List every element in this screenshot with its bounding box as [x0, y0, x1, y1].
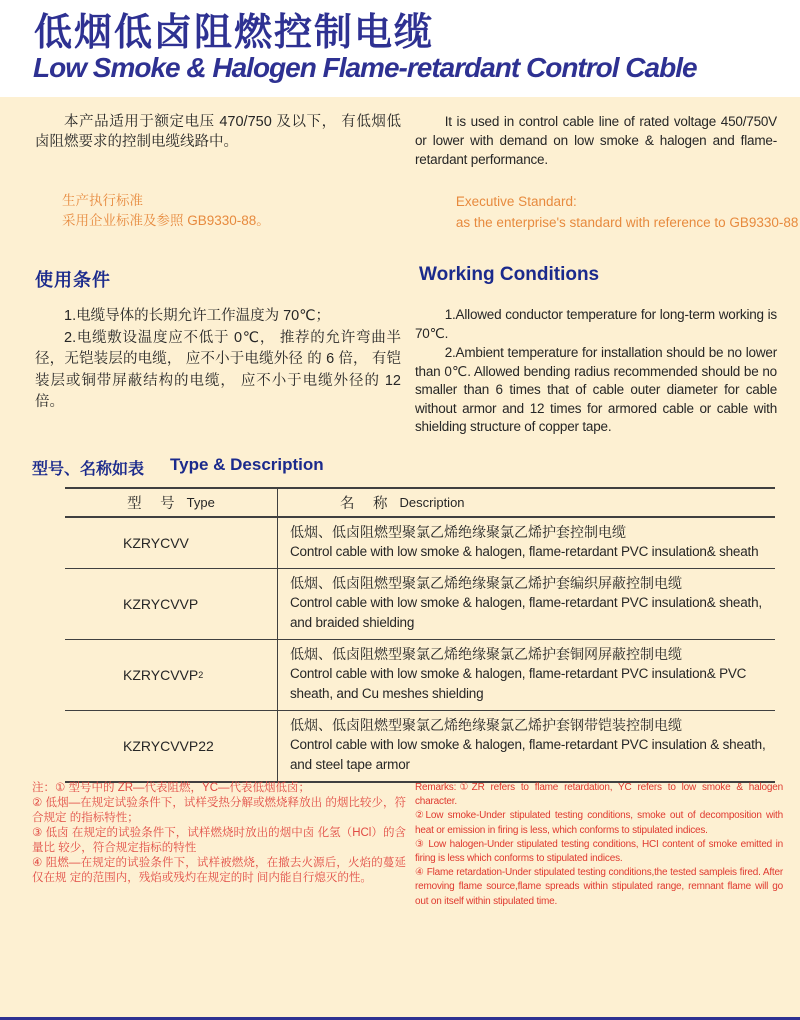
cable-type-cell — [65, 640, 278, 710]
page-title-zh: 低烟低卤阻燃控制电缆 — [34, 12, 435, 54]
table-header-type — [65, 489, 278, 516]
table-header-description-en: Description — [399, 495, 465, 510]
table-row — [65, 639, 775, 710]
text-paragraph: 注：① 型号中的 ZR—代表阻燃，YC—代表低烟低卤； — [32, 782, 311, 794]
text-paragraph: ② 低烟—在规定试验条件下，试样受热分解或燃烧释放出 的烟比较少，符合规定 的指标特性； — [32, 797, 406, 824]
table-header-description-zh: 名 称 — [340, 496, 390, 512]
text-paragraph: 1.Allowed conductor temperature for long-term working is 70℃. — [415, 307, 777, 341]
working-conditions-en — [415, 306, 777, 438]
executive-standard-en — [424, 191, 800, 233]
working-conditions-zh — [35, 306, 401, 414]
cable-type-cell — [65, 518, 278, 568]
cable-description-cell — [278, 518, 775, 568]
table-header-type-en: Type — [186, 495, 215, 510]
table-row — [65, 568, 775, 639]
executive-standard-zh-text: 采用企业标准及参照 GB9330-88。 — [62, 213, 270, 228]
page-title-en: Low Smoke & Halogen Flame-retardant Control Cable — [33, 52, 697, 83]
text-paragraph: 1.电缆导体的长期允许工作温度为 70℃； — [64, 308, 331, 324]
cable-type-code: KZRYCVVP22 — [123, 738, 214, 754]
text-paragraph: 2.电缆敷设温度应不低于 0℃， 推荐的允许弯曲半径，无铠装层的电缆， 应不小于电缆外径 的 6 倍， 有铠装层或铜带屏蔽结构的电缆， 应不小于电缆外径的 12 倍。 — [35, 329, 401, 410]
working-conditions-section — [0, 306, 800, 438]
notes-section — [0, 781, 800, 909]
cable-type-cell — [65, 569, 278, 639]
page-header — [0, 0, 800, 97]
executive-standard-en-text: as the enterprise's standard with reference to GB9330-88 — [455, 215, 799, 230]
table-header-description — [278, 492, 775, 513]
type-table-body — [65, 518, 775, 781]
type-description-heading-en: Type & Description — [170, 455, 324, 474]
cable-description-en: Control cable with low smoke & halogen, flame-retardant PVC insulation& PVC sheath, and Cu meshes shielding — [290, 666, 747, 701]
cable-description-zh: 低烟、低卤阻燃型聚氯乙烯绝缘聚氯乙烯护套控制电缆 — [290, 524, 626, 540]
cable-description-cell — [278, 640, 775, 710]
intro-paragraph-en: It is used in control cable line of rated voltage 450/750V or lower with demand on low smoke & halogen and flame-retardant performance. — [415, 114, 777, 167]
notes-en — [415, 781, 783, 909]
table-row — [65, 518, 775, 568]
cable-description-en: Control cable with low smoke & halogen, flame-retardant PVC insulation& sheath — [290, 544, 759, 559]
notes-zh — [32, 781, 406, 886]
type-table — [65, 487, 775, 783]
cable-description-en: Control cable with low smoke & halogen, flame-retardant PVC insulation & sheath, and steel tape armor — [290, 737, 766, 772]
cable-description-zh: 低烟、低卤阻燃型聚氯乙烯绝缘聚氯乙烯护套编织屏蔽控制电缆 — [290, 575, 682, 591]
cable-description-en: Control cable with low smoke & halogen, flame-retardant PVC insulation& sheath, and braided shielding — [290, 595, 762, 630]
text-paragraph: ③ 低卤 在规定的试验条件下，试样燃烧时放出的烟中卤 化氢（HCl）的含量比 较少，符合规定指标的特性 — [32, 827, 406, 854]
cable-description-zh: 低烟、低卤阻燃型聚氯乙烯绝缘聚氯乙烯护套铜网屏蔽控制电缆 — [290, 646, 682, 662]
cable-description-zh: 低烟、低卤阻燃型聚氯乙烯绝缘聚氯乙烯护套钢带铠装控制电缆 — [290, 717, 682, 733]
cable-type-subscript: 2 — [198, 670, 204, 680]
table-header-type-zh: 型 号 — [127, 496, 177, 512]
text-paragraph: ②Low smoke-Under stipulated testing conditions, smoke out of decomposition with heat or emission in firing is less, which conforms to stipulated indices. — [415, 810, 783, 836]
executive-standard-zh — [35, 191, 410, 231]
table-row — [65, 710, 775, 781]
cable-description-cell — [278, 711, 775, 781]
cable-type-code: KZRYCVVP — [123, 667, 199, 683]
cable-type-code: KZRYCVVP — [123, 596, 199, 612]
text-paragraph: ③ Low halogen-Under stipulated testing conditions, HCI content of smoke emitted in firing is less which conforms to stipulated indices. — [415, 838, 783, 865]
intro-section — [0, 112, 800, 169]
type-table-header — [65, 489, 775, 518]
working-conditions-heading-en: Working Conditions — [419, 264, 600, 285]
type-description-heading-zh: 型号、名称如表 — [32, 461, 145, 478]
text-paragraph: 2.Ambient temperature for installation should be no lower than 0℃. Allowed bending radius recommended should be no smaller than 6 times that of cable outer diameter for cable without armor and 12 times for armored cable or cable with shielding structure of copper tape. — [415, 345, 777, 434]
executive-standard-section — [0, 191, 800, 233]
text-paragraph: ④ 阻燃—在规定的试验条件下，试样被燃烧，在撤去火源后，火焰的蔓延仅在规 定的范围内，残焰或残灼在规定的时 间内能自行熄灭的性。 — [32, 857, 406, 884]
cable-description-cell — [278, 569, 775, 639]
cable-type-cell — [65, 711, 278, 781]
text-paragraph: ④ Flame retardation-Under stipulated testing conditions,the tested sampleis fired. After removing flame source,flame spreads within stipulated range, remnant flame will go out on itself within stipulated time. — [415, 867, 783, 907]
text-paragraph: Remarks:①ZR refers to flame retardation, YC refers to low smoke & halogen character. — [415, 782, 783, 808]
cable-type-code: KZRYCVV — [123, 535, 189, 551]
executive-standard-en-label: Executive Standard: — [455, 194, 577, 209]
executive-standard-zh-label: 生产执行标准 — [62, 193, 143, 208]
working-conditions-heading-zh: 使用条件 — [35, 270, 111, 290]
intro-paragraph-zh: 本产品适用于额定电压 470/750 及以下， 有低烟低卤阻燃要求的控制电缆线路中。 — [35, 114, 401, 150]
